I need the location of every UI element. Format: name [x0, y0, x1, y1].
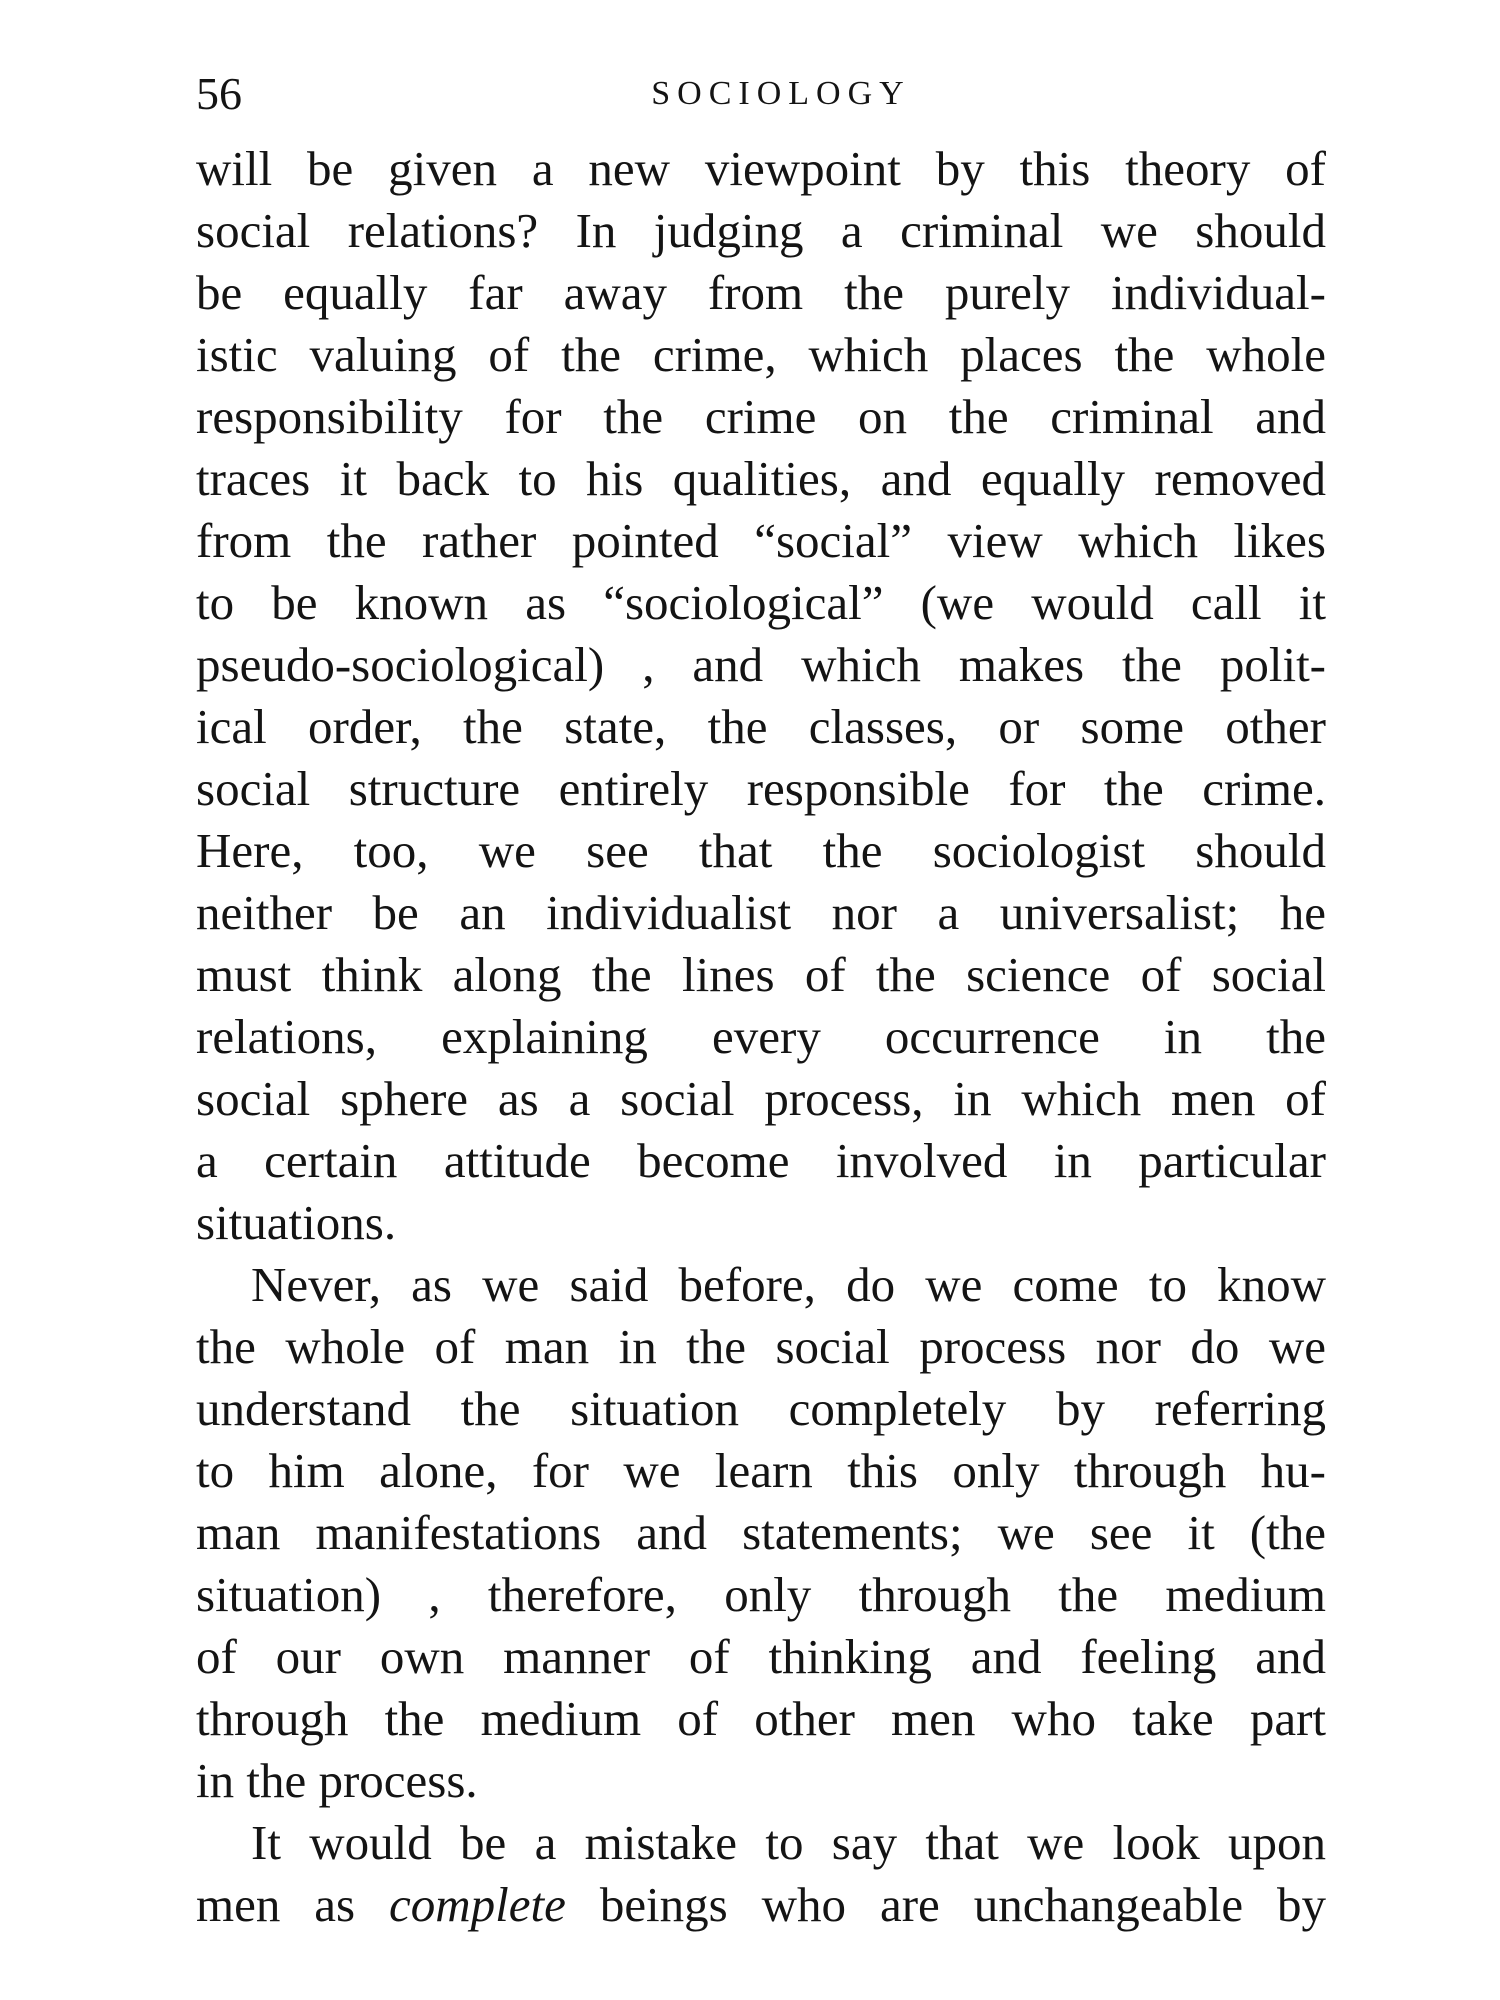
- paragraph: [196, 1812, 1326, 1936]
- text-line: of our own manner of thinking and feeling and: [196, 1629, 1326, 1684]
- text-line: understand the situation completely by referring: [196, 1381, 1326, 1436]
- text-line: men as complete beings who are unchangeable by: [196, 1877, 1326, 1932]
- text-line: neither be an individualist nor a universalist; he: [196, 885, 1326, 940]
- text-line: relations, explaining every occurrence in the: [196, 1009, 1326, 1064]
- text-line: Never, as we said before, do we come to know: [251, 1257, 1326, 1312]
- text-line: situations.: [196, 1195, 397, 1250]
- text-line: the whole of man in the social process nor do we: [196, 1319, 1326, 1374]
- text-line: a certain attitude become involved in particular: [196, 1133, 1326, 1188]
- text-line: social relations? In judging a criminal we should: [196, 203, 1326, 258]
- text-line: istic valuing of the crime, which places the whole: [196, 327, 1326, 382]
- text-line: ical order, the state, the classes, or some other: [196, 699, 1326, 754]
- text-line: social sphere as a social process, in which men of: [196, 1071, 1326, 1126]
- text-line: situation) , therefore, only through the medium: [196, 1567, 1326, 1622]
- body-text: [196, 138, 1326, 1936]
- text-line: man manifestations and statements; we see it (the: [196, 1505, 1326, 1560]
- italic-emphasis: complete: [389, 1877, 566, 1932]
- text-line: be equally far away from the purely individual-: [196, 265, 1326, 320]
- text-line: through the medium of other men who take part: [196, 1691, 1326, 1746]
- paragraph: [196, 138, 1326, 1254]
- text-line: Here, too, we see that the sociologist should: [196, 823, 1326, 878]
- text-line: in the process.: [196, 1753, 478, 1808]
- text-line: traces it back to his qualities, and equally removed: [196, 451, 1326, 506]
- text-line: responsibility for the crime on the criminal and: [196, 389, 1326, 444]
- paragraph: [196, 1254, 1326, 1812]
- page-header: [196, 62, 1326, 126]
- text-line: It would be a mistake to say that we look upon: [251, 1815, 1326, 1870]
- text-line: to him alone, for we learn this only through hu-: [196, 1443, 1326, 1498]
- text-line: from the rather pointed “social” view which likes: [196, 513, 1326, 568]
- page-number: 56: [196, 68, 242, 119]
- text-line: pseudo-sociological) , and which makes the polit-: [196, 637, 1326, 692]
- text-line: to be known as “sociological” (we would call it: [196, 575, 1326, 630]
- text-line: will be given a new viewpoint by this theory of: [196, 141, 1326, 196]
- running-head: SOCIOLOGY: [651, 75, 911, 112]
- text-line: must think along the lines of the science of social: [196, 947, 1326, 1002]
- text-line: social structure entirely responsible for the crime.: [196, 761, 1326, 816]
